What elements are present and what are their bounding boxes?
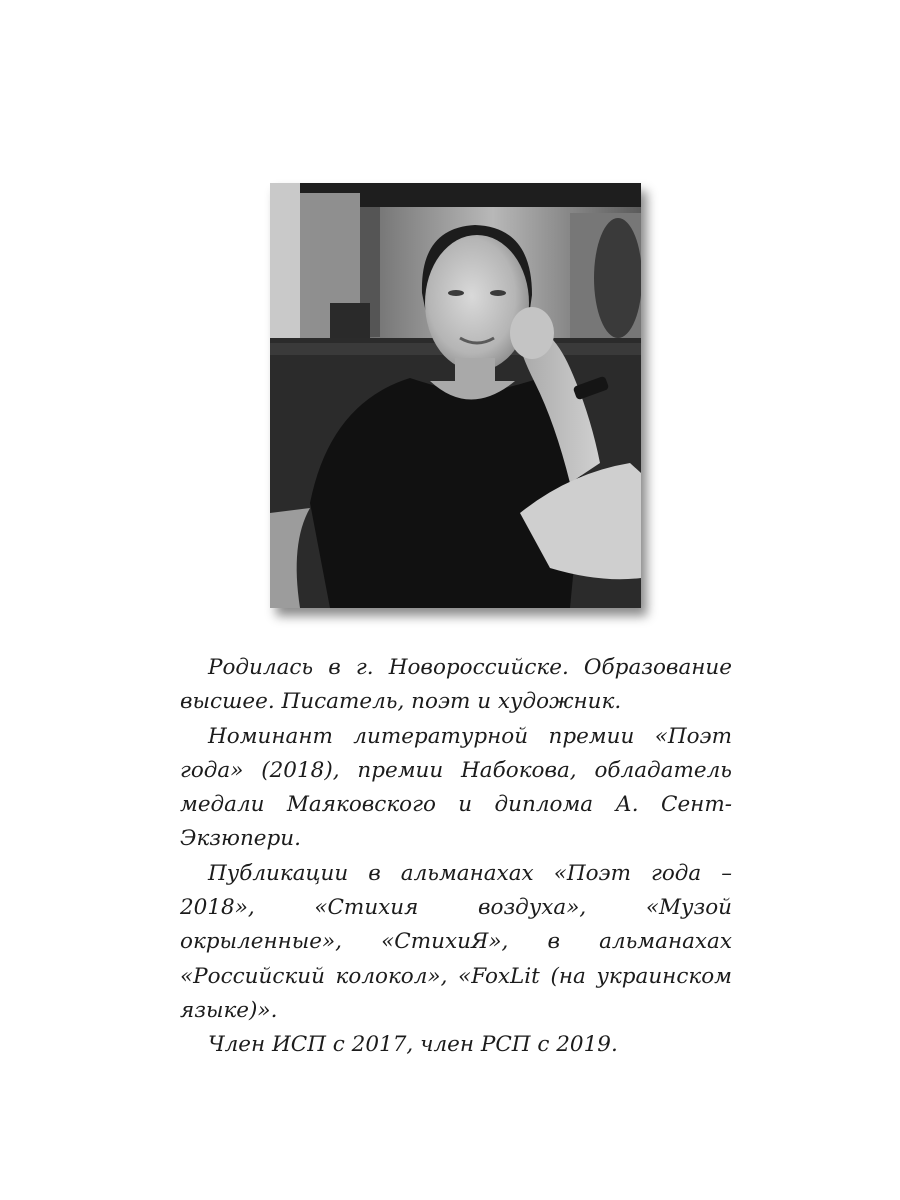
bio-paragraph-publications: Публикации в альманахах «Поэт года – 2018», «Стихия воздуха», «Музой окрыленные», «СтихиЯ», в альманахах «Российский колокол», «FoxLit (на украинском языке)». xyxy=(180,860,732,1023)
author-portrait-photo xyxy=(270,183,641,608)
author-biography xyxy=(180,651,732,1063)
portrait-image xyxy=(270,183,641,608)
bio-paragraph-membership: Член ИСП с 2017, член РСП с 2019. xyxy=(208,1032,618,1058)
bio-paragraph-birth: Родилась в г. Новороссийске. Образование высшее. Писатель, поэт и художник. xyxy=(180,655,732,715)
bio-paragraph-awards: Номинант литературной премии «Поэт года» (2018), премии Набокова, обладатель медали Маяковского и диплома А. Сент-Экзюпери. xyxy=(180,723,732,852)
